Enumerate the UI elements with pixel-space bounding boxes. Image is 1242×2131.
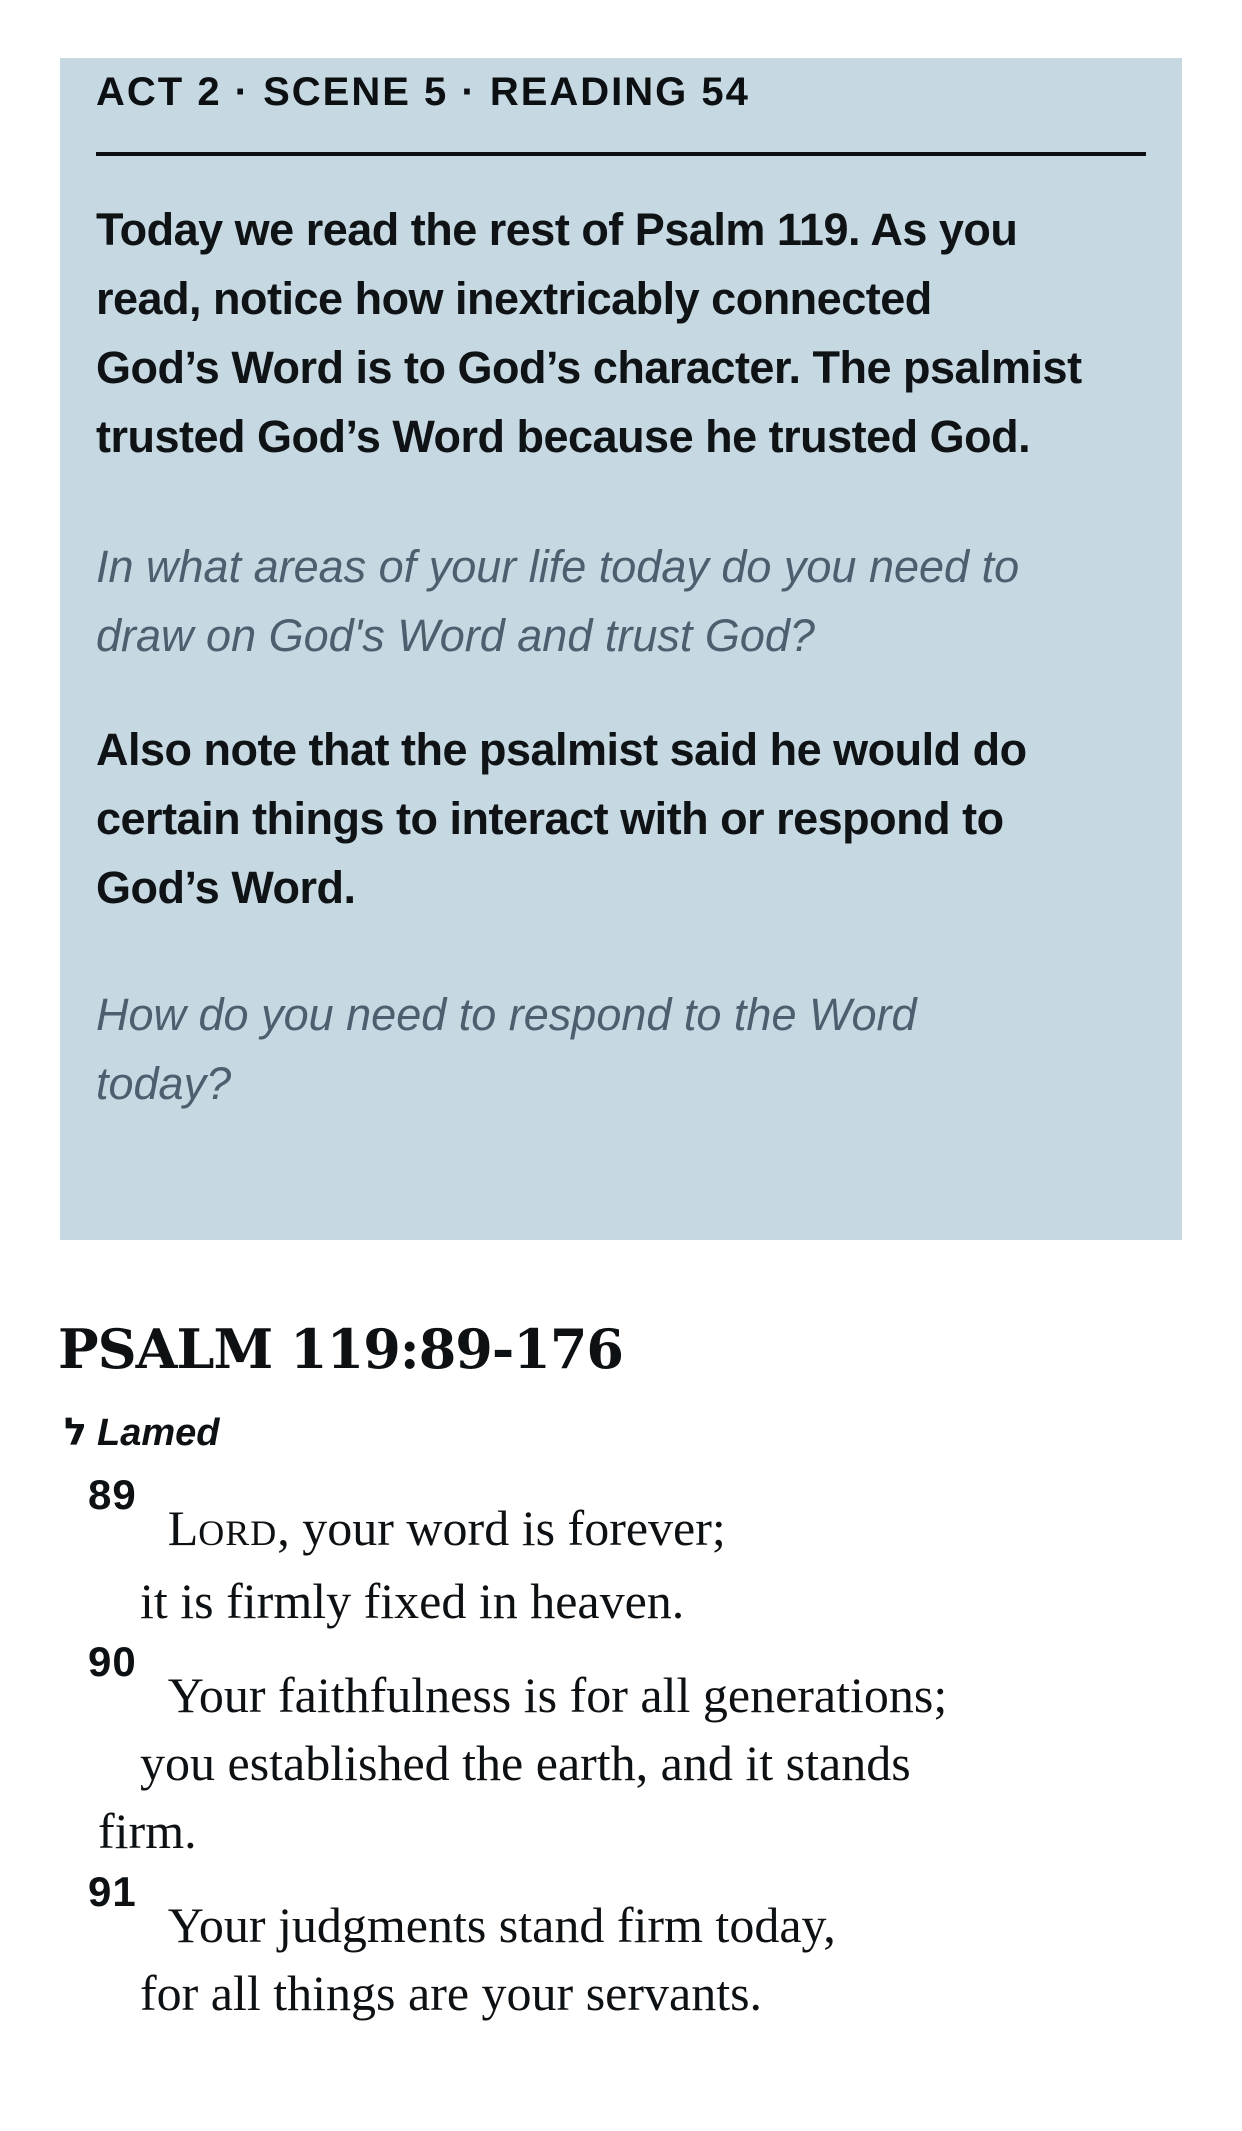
verse-line: for all things are your servants. xyxy=(140,1965,763,2021)
passage-heading: PSALM 119:89-176 xyxy=(58,1317,623,1381)
verse-line: 91Your judgments stand firm today, xyxy=(88,1868,836,1953)
paragraph-line: read, notice how inextricably connected xyxy=(96,273,932,324)
verse-line: firm. xyxy=(98,1803,197,1859)
reading-callout-panel xyxy=(60,58,1182,1240)
paragraph-line: God’s Word is to God’s character. The psalmist xyxy=(96,342,1082,393)
verses-block xyxy=(48,1471,1212,2027)
reading-header: ACT 2 · SCENE 5 · READING 54 xyxy=(96,70,750,114)
verse-text: Your faithfulness is for all generations; xyxy=(167,1667,948,1723)
verse-90 xyxy=(48,1638,1212,1865)
note-paragraph xyxy=(96,715,1146,922)
verse-89 xyxy=(48,1471,1212,1635)
paragraph-line: certain things to interact with or respond to xyxy=(96,793,1004,844)
hebrew-letter-lamed: ל xyxy=(64,1410,87,1454)
paragraph-line: Today we read the rest of Psalm 119. As you xyxy=(96,204,1018,255)
verse-line: you established the earth, and it stands xyxy=(140,1735,911,1791)
verse-text: Your judgments stand firm today, xyxy=(167,1897,836,1953)
stanza-name: Lamed xyxy=(97,1412,220,1454)
divider-rule xyxy=(96,152,1146,156)
paragraph-line: God’s Word. xyxy=(96,862,356,913)
verse-line: it is firmly fixed in heaven. xyxy=(140,1573,685,1629)
verse-text: , your word is forever; xyxy=(277,1500,726,1556)
paragraph-line: trusted God’s Word because he trusted God. xyxy=(96,411,1031,462)
verse-line: 89LORD, your word is forever; xyxy=(88,1471,726,1556)
question-line: draw on God's Word and trust God? xyxy=(96,610,815,661)
reflection-question-1 xyxy=(96,532,1146,670)
scripture-passage xyxy=(48,1319,1212,2027)
verse-91 xyxy=(48,1868,1212,2027)
verse-text: L xyxy=(167,1500,199,1556)
question-line: In what areas of your life today do you need to xyxy=(96,541,1020,592)
stanza-marker xyxy=(64,1405,1212,1468)
question-line: today? xyxy=(96,1058,232,1109)
paragraph-line: Also note that the psalmist said he would do xyxy=(96,724,1027,775)
lord-smallcaps: ORD xyxy=(198,1513,278,1553)
verse-line: 90Your faithfulness is for all generations; xyxy=(88,1638,948,1723)
question-line: How do you need to respond to the Word xyxy=(96,989,917,1040)
intro-paragraph xyxy=(96,195,1146,471)
reflection-question-2 xyxy=(96,980,1146,1118)
